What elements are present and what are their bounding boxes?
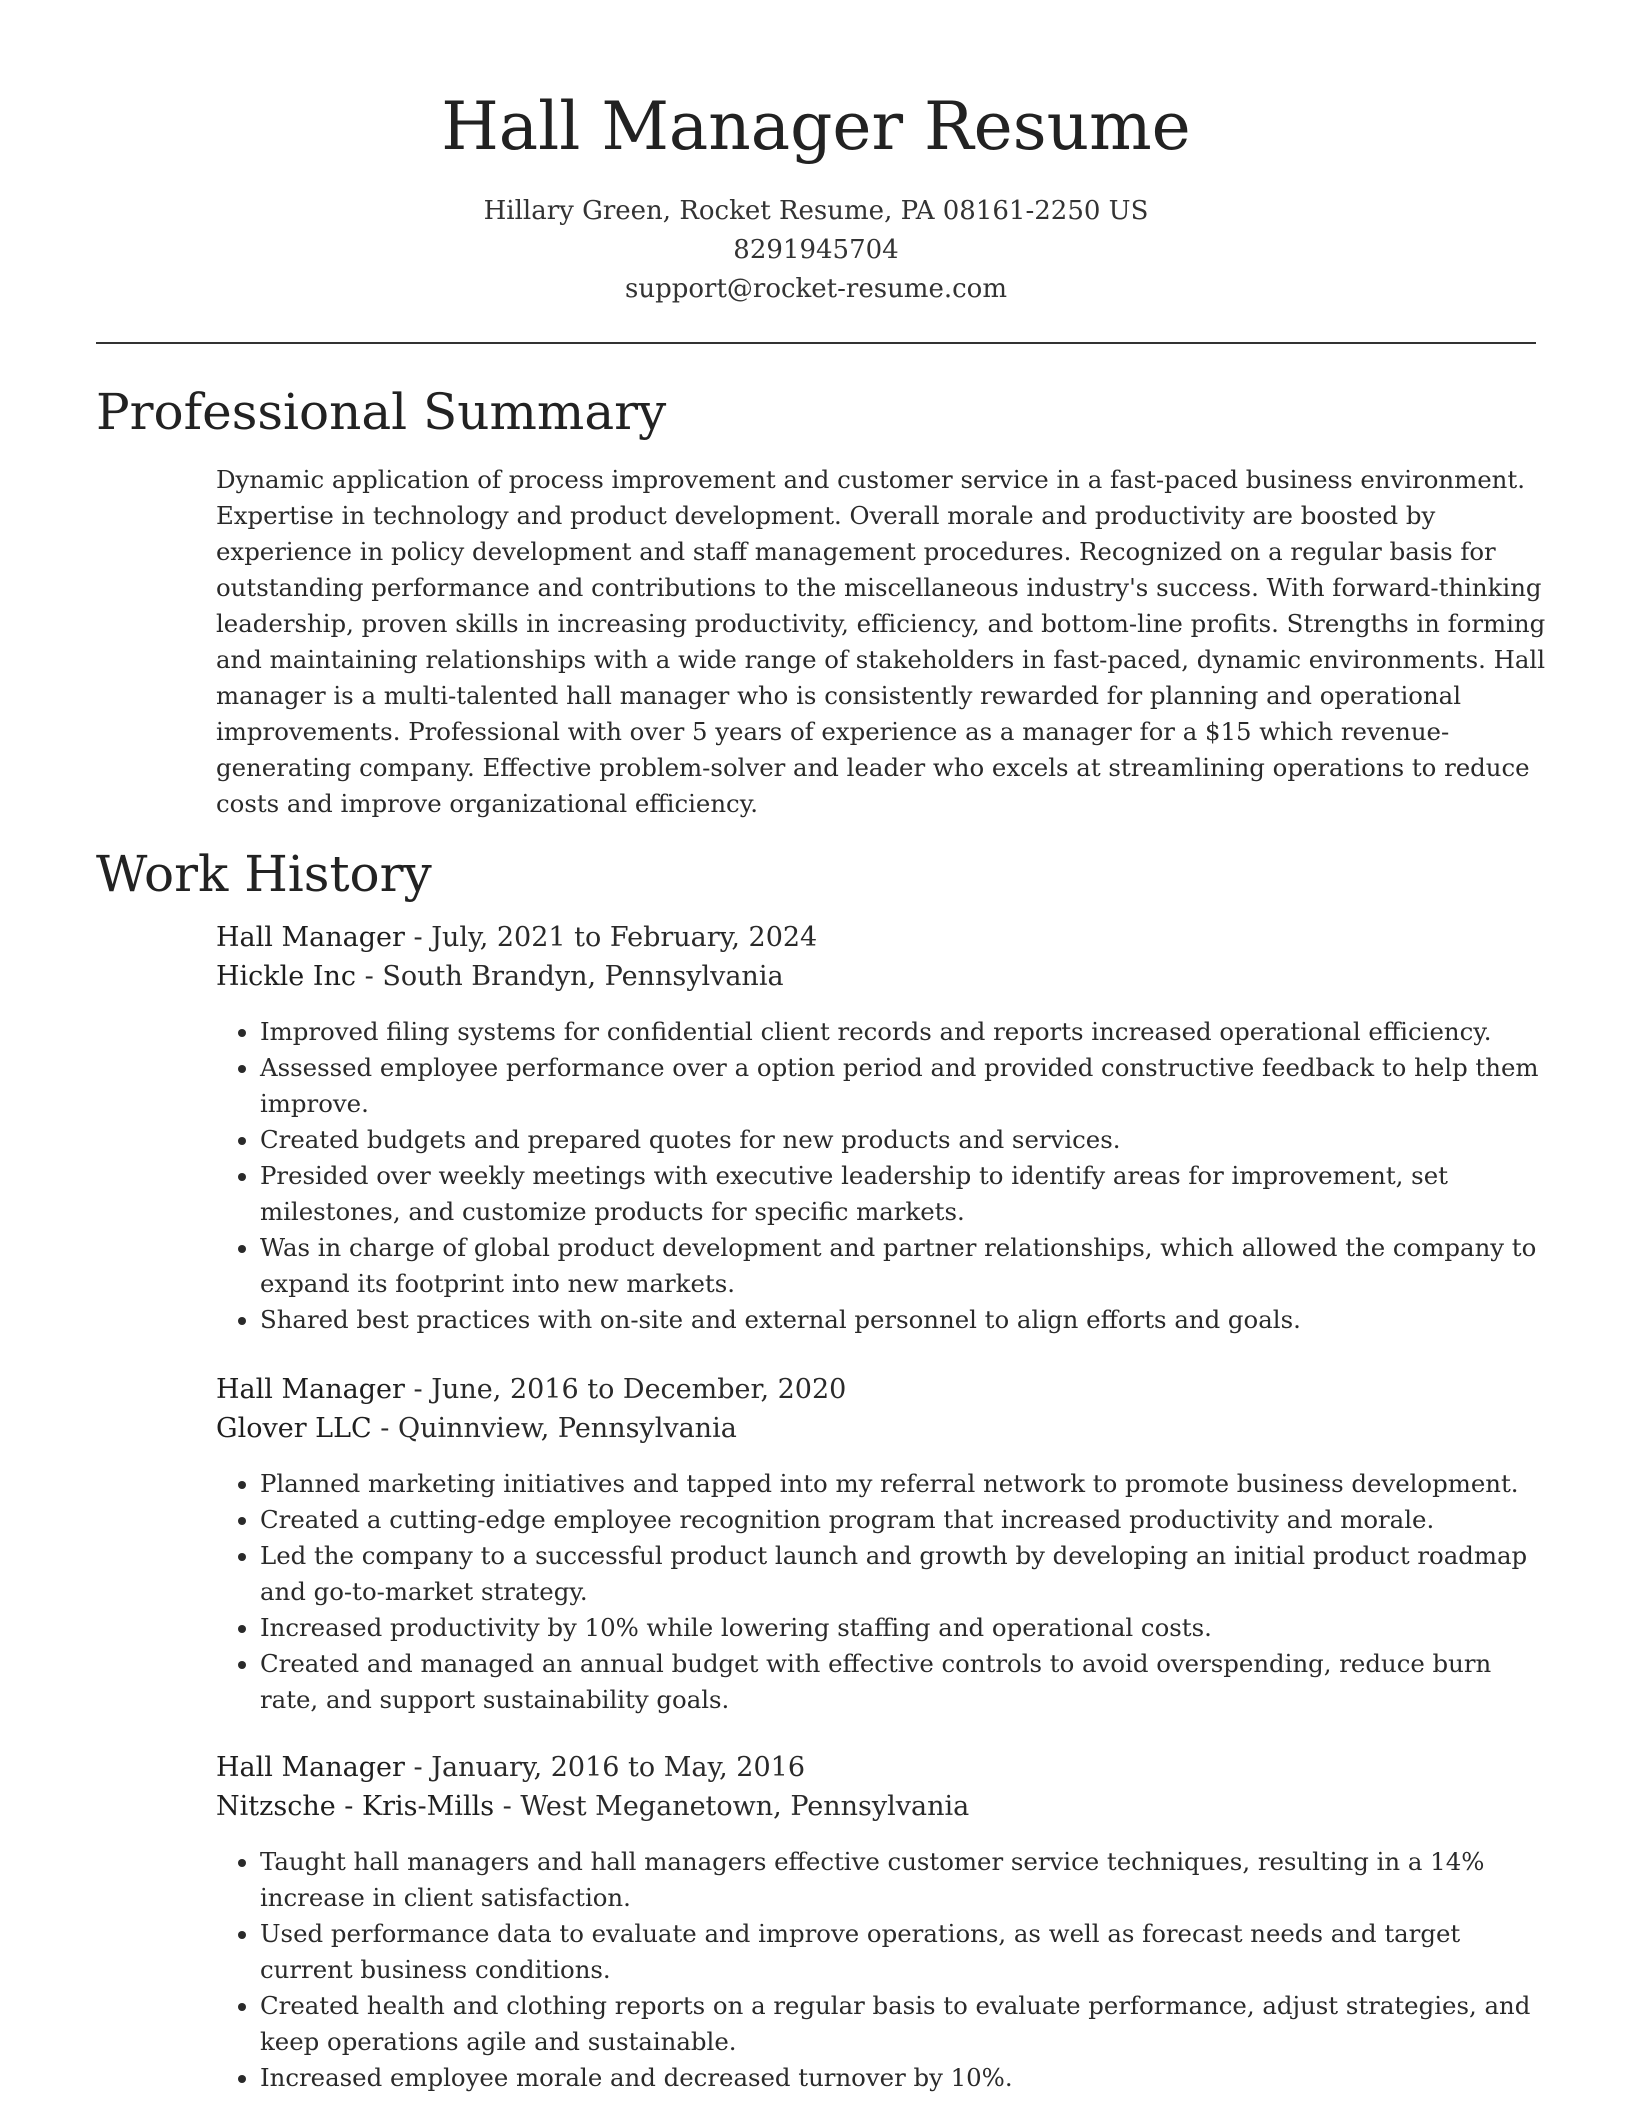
job-bullets bbox=[216, 1014, 1546, 1338]
job-company-line bbox=[216, 1409, 1546, 1448]
job-bullet: • Improved filing systems for confidential client records and reports increased operational efficiency. bbox=[260, 1014, 1546, 1050]
job-bullet: • Taught hall managers and hall managers effective customer service techniques, resulting in a 14% increase in client satisfaction. bbox=[260, 1844, 1546, 1916]
job-entry bbox=[216, 1748, 1546, 2096]
work-history-heading: Work History bbox=[96, 845, 432, 903]
job-bullet: • Shared best practices with on-site and external personnel to align efforts and goals. bbox=[260, 1302, 1546, 1338]
job-title: Hall Manager bbox=[216, 1752, 405, 1783]
job-bullet: • Created budgets and prepared quotes for new products and services. bbox=[260, 1122, 1546, 1158]
job-entry bbox=[216, 1370, 1546, 1718]
job-company: Glover LLC bbox=[216, 1413, 372, 1444]
job-company-line bbox=[216, 957, 1546, 996]
job-bullet: • Created and managed an annual budget with effective controls to avoid overspending, reduce burn rate, and support sustainability goals. bbox=[260, 1646, 1546, 1718]
job-title-line bbox=[216, 1370, 1546, 1409]
resume-header bbox=[0, 0, 1632, 309]
job-bullet: • Presided over weekly meetings with executive leadership to identify areas for improvement, set milestones, and customize products for specific markets. bbox=[260, 1158, 1546, 1230]
job-dates: - June, 2016 to December, 2020 bbox=[404, 1374, 847, 1405]
job-location: - Quinnview, Pennsylvania bbox=[371, 1413, 737, 1444]
job-company: Nitzsche - Kris-Mills bbox=[216, 1791, 495, 1822]
job-title-line bbox=[216, 918, 1546, 957]
job-bullet: • Increased productivity by 10% while lowering staffing and operational costs. bbox=[260, 1610, 1546, 1646]
summary-text: Dynamic application of process improvement and customer service in a fast-paced business environment. Expertise in technology and product development. Overall morale and productivity are boosted by experience in policy development and staff management procedures. Recognized on a regular basis for outstanding performance and contributions to the miscellaneous industry's success. With forward-thinking leadership, proven skills in increasing productivity, efficiency, and bottom-line profits. Strengths in forming and maintaining relationships with a wide range of stakeholders in fast-paced, dynamic environments. Hall manager is a multi-talented hall manager who is consistently rewarded for planning and operational improvements. Professional with over 5 years of experience as a manager for a $15 which revenue-generating company. Effective problem-solver and leader who excels at streamlining operations to reduce costs and improve organizational efficiency. bbox=[216, 465, 1546, 818]
job-title-line bbox=[216, 1748, 1546, 1787]
job-location: - South Brandyn, Pennsylvania bbox=[356, 961, 784, 992]
job-dates: - January, 2016 to May, 2016 bbox=[404, 1752, 806, 1783]
contact-address: Hillary Green, Rocket Resume, PA 08161-2250 US bbox=[483, 196, 1149, 226]
job-bullet: • Used performance data to evaluate and improve operations, as well as forecast needs and target current business conditions. bbox=[260, 1916, 1546, 1988]
job-dates: - July, 2021 to February, 2024 bbox=[404, 922, 818, 953]
job-entry bbox=[216, 918, 1546, 1338]
job-bullet: • Created health and clothing reports on a regular basis to evaluate performance, adjust strategies, and keep operations agile and sustainable. bbox=[260, 1988, 1546, 2060]
job-title: Hall Manager bbox=[216, 1374, 405, 1405]
job-bullet: • Assessed employee performance over a option period and provided constructive feedback to help them improve. bbox=[260, 1050, 1546, 1122]
job-bullet: • Led the company to a successful product launch and growth by developing an initial product roadmap and go-to-market strategy. bbox=[260, 1538, 1546, 1610]
header-divider bbox=[96, 342, 1536, 344]
job-bullet: • Was in charge of global product development and partner relationships, which allowed the company to expand its footprint into new markets. bbox=[260, 1230, 1546, 1302]
job-bullet: • Increased employee morale and decreased turnover by 10%. bbox=[260, 2060, 1546, 2096]
job-company-line bbox=[216, 1787, 1546, 1826]
contact-phone: 8291945704 bbox=[733, 235, 899, 265]
job-bullet: • Created a cutting-edge employee recognition program that increased productivity and morale. bbox=[260, 1502, 1546, 1538]
summary-heading: Professional Summary bbox=[96, 383, 667, 441]
contact-info bbox=[0, 192, 1632, 309]
job-location: - West Meganetown, Pennsylvania bbox=[494, 1791, 970, 1822]
job-bullet: • Planned marketing initiatives and tapped into my referral network to promote business development. bbox=[260, 1466, 1546, 1502]
resume-title: Hall Manager Resume bbox=[441, 88, 1191, 165]
job-bullets bbox=[216, 1844, 1546, 2096]
job-company: Hickle Inc bbox=[216, 961, 357, 992]
job-title: Hall Manager bbox=[216, 922, 405, 953]
contact-email: support@rocket-resume.com bbox=[624, 274, 1007, 304]
job-bullets bbox=[216, 1466, 1546, 1718]
